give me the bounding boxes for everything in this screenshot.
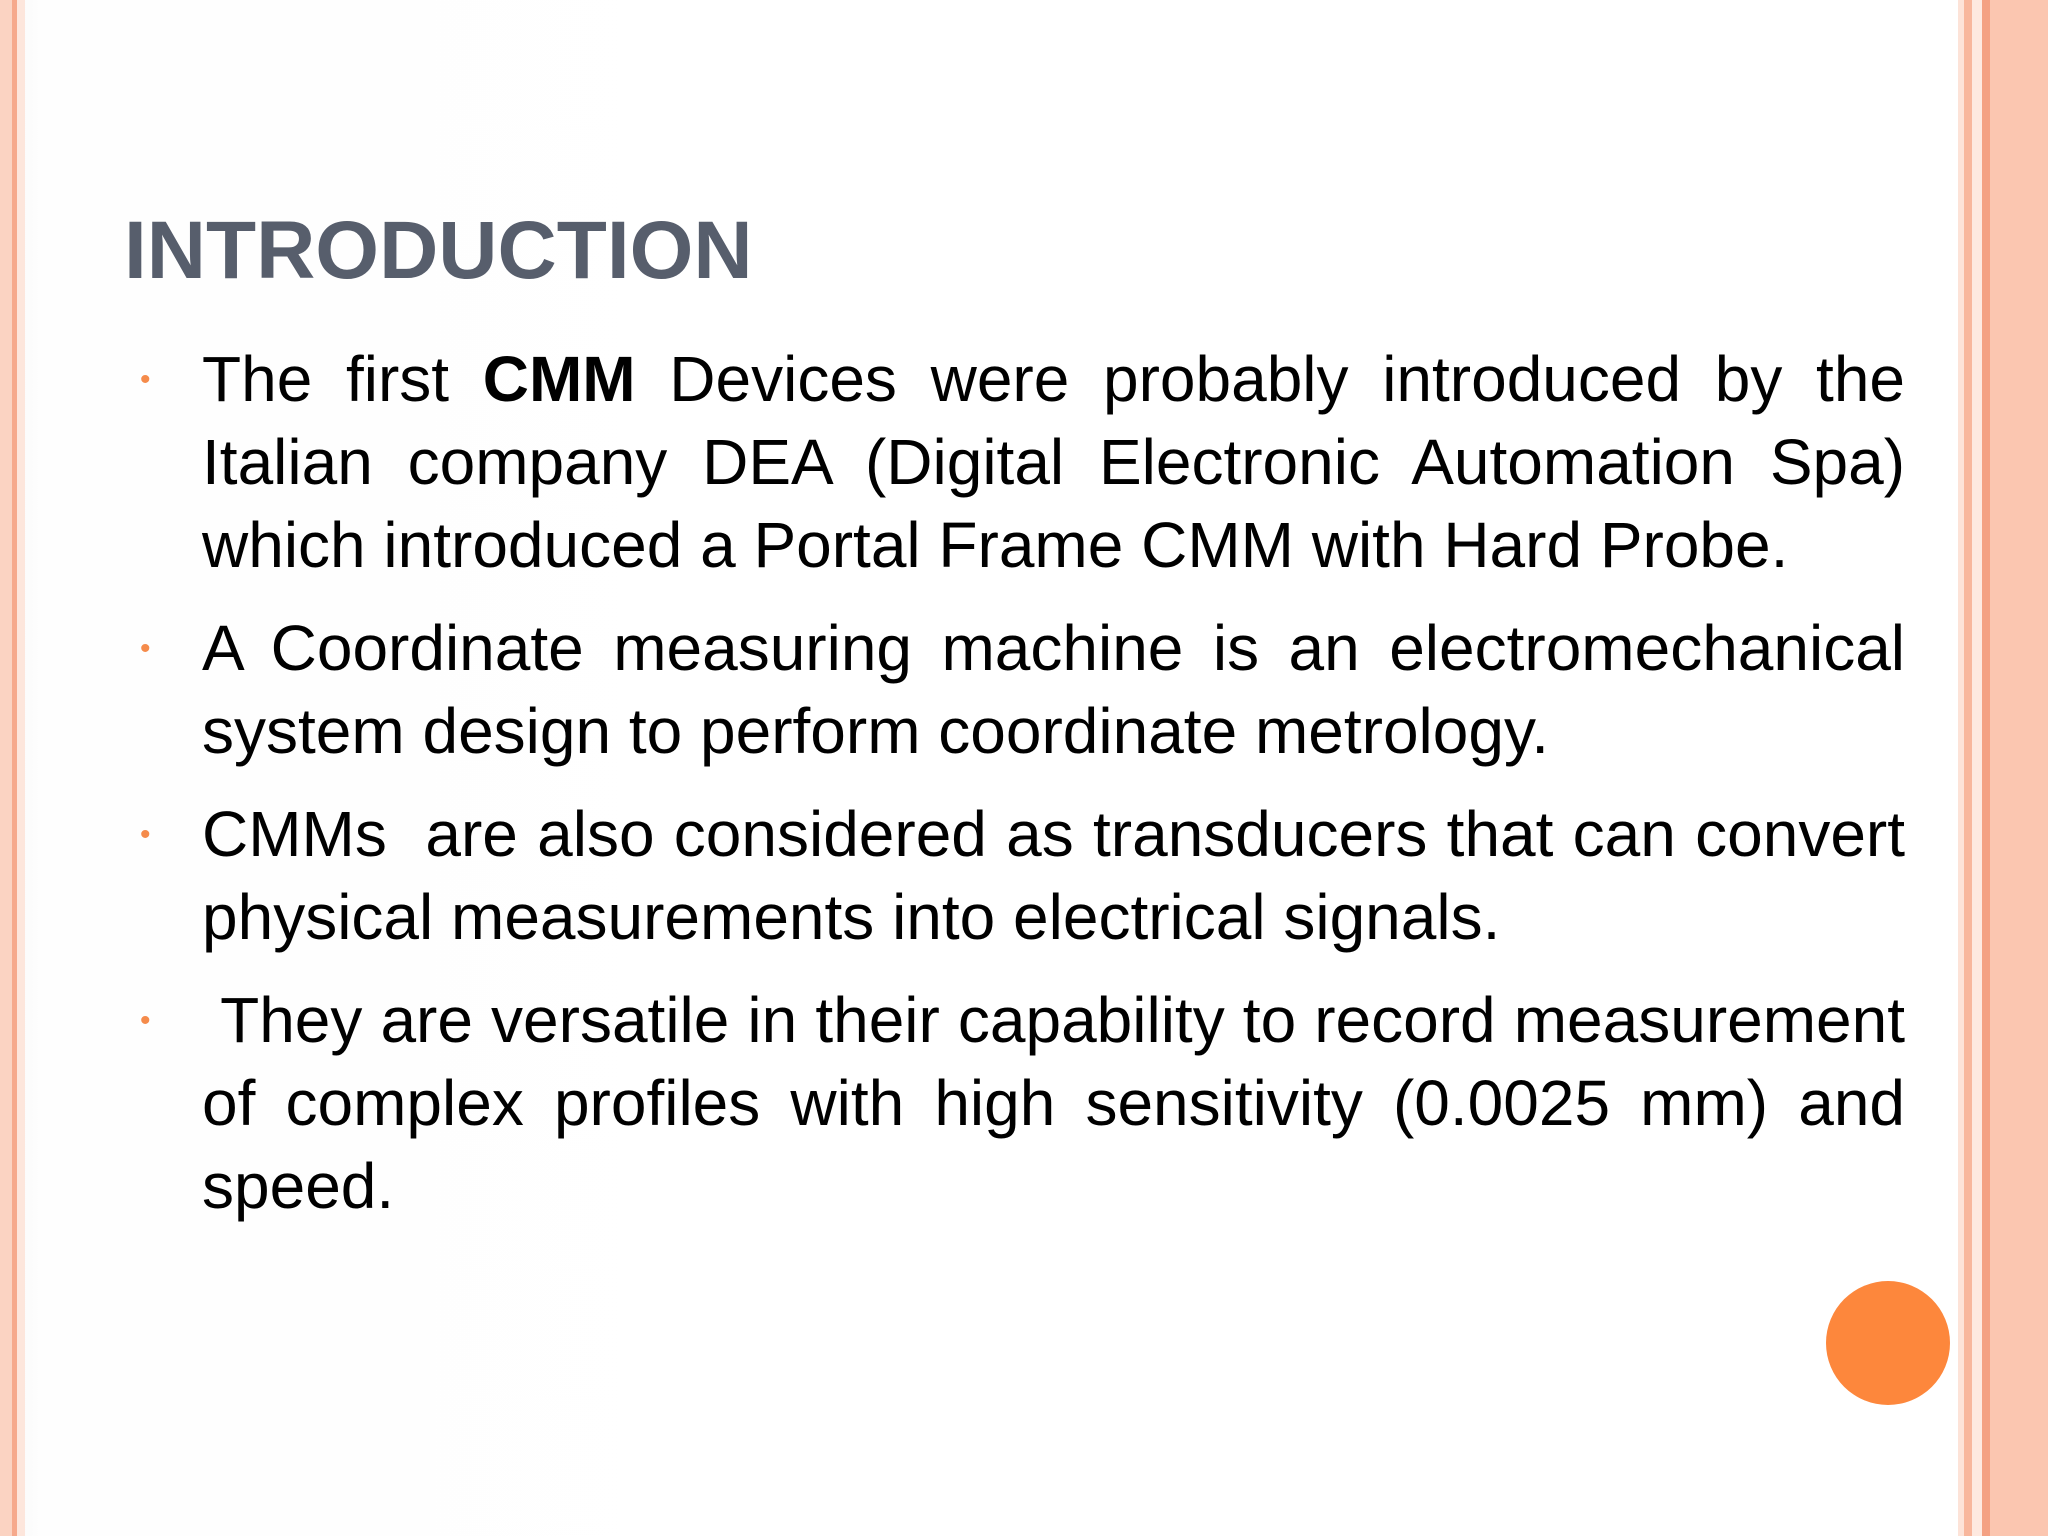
- bullet-text: CMMs are also considered as transducers that can convert physical measurements into electrical signals.: [202, 798, 1923, 953]
- slide-title: INTRODUCTION: [124, 205, 753, 296]
- bullet-item: [140, 338, 1905, 587]
- bullet-item: [140, 979, 1923, 1228]
- bullet-marker-icon: •: [140, 363, 151, 396]
- left-border-stripe: [17, 0, 25, 1536]
- right-border-stripe: [1990, 0, 2048, 1536]
- right-border-stripe: [1982, 0, 1990, 1536]
- bullet-text-part: Devices were probably introduced by the Italian company DEA (Digital Electronic Automation Spa) which introduced a Portal Frame CMM with Hard Probe.: [202, 343, 1905, 581]
- bullet-text-bold: CMM: [482, 343, 636, 415]
- accent-circle-icon: [1826, 1281, 1950, 1405]
- bullet-text: [202, 343, 1905, 581]
- bullet-marker-icon: •: [140, 1004, 151, 1037]
- bullet-marker-icon: •: [140, 632, 151, 665]
- right-border-stripe: [1964, 0, 1972, 1536]
- bullet-text-part: The first: [202, 343, 483, 415]
- right-border-stripe: [1972, 0, 1982, 1536]
- bullet-marker-icon: •: [140, 818, 151, 851]
- bullet-text: A Coordinate measuring machine is an electromechanical system design to perform coordinate metrology.: [202, 612, 1905, 767]
- bullet-list: [140, 338, 1923, 1228]
- bullet-text: They are versatile in their capability to record measurement of complex profiles with high sensitivity (0.0025 mm) and speed.: [202, 984, 1923, 1222]
- left-border-stripe: [0, 0, 12, 1536]
- bullet-item: [140, 607, 1905, 773]
- bullet-item: [140, 793, 1923, 959]
